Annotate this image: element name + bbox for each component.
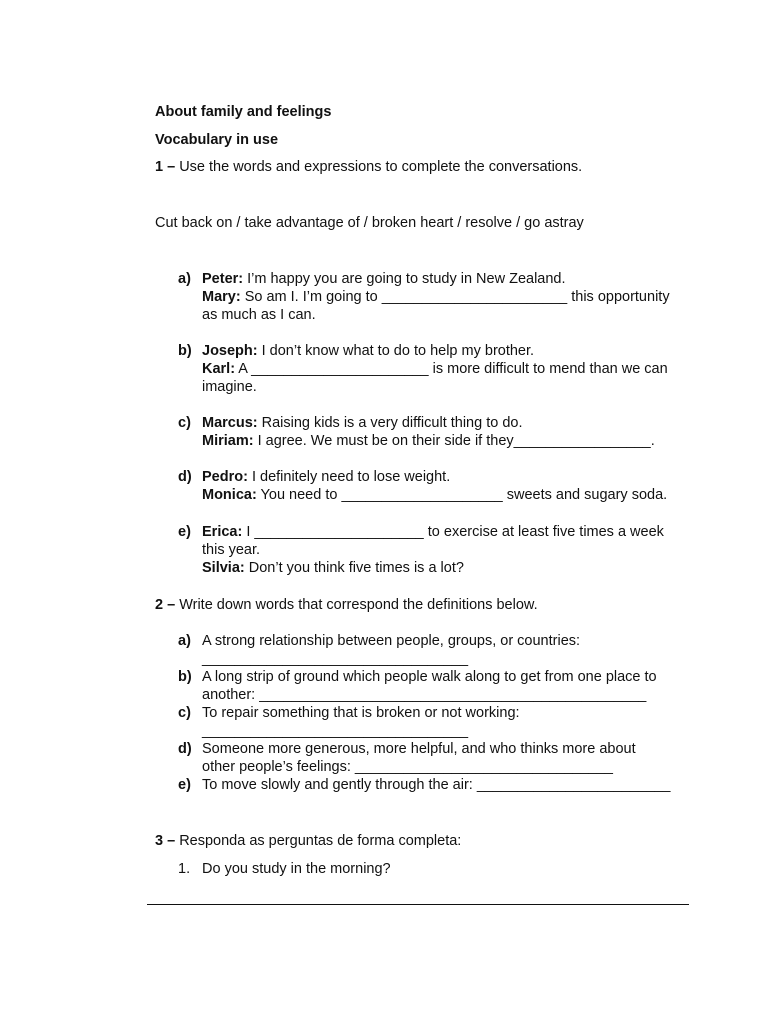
- section-1-number: 1 –: [155, 159, 176, 175]
- worksheet-title: About family and feelings: [155, 104, 332, 120]
- item-marker: c): [178, 415, 191, 431]
- speaker-name: Mary:: [202, 289, 241, 305]
- definition: [202, 704, 708, 740]
- speaker-text: as much as I can.: [202, 307, 316, 323]
- section-2-instruction-text: Write down words that correspond the definitions below.: [175, 597, 538, 613]
- definition-line: To move slowly and gently through the air: ________________________: [202, 777, 671, 793]
- speaker-name: Karl:: [202, 361, 236, 377]
- speaker-text: this year.: [202, 542, 261, 558]
- definition: [202, 740, 708, 776]
- section-3-instruction-text: Responda as perguntas de forma completa:: [175, 833, 462, 849]
- item-marker: a): [178, 271, 191, 287]
- section-1-instruction: [155, 158, 582, 176]
- conversation-line: [202, 306, 708, 324]
- speaker-text: I agree. We must be on their side if they_________________.: [253, 433, 655, 449]
- speaker-text: I don’t know what to do to help my brother.: [257, 343, 535, 359]
- speaker-text: I definitely need to lose weight.: [247, 469, 451, 485]
- definition-line: A strong relationship between people, groups, or countries:: [202, 633, 581, 649]
- item-marker: d): [178, 469, 192, 485]
- definition-line: other people’s feelings: ________________________________: [202, 759, 613, 775]
- speaker-name: Miriam:: [202, 433, 254, 449]
- speaker-text: So am I. I’m going to _______________________ this opportunity: [240, 289, 670, 305]
- item-marker: c): [178, 705, 191, 721]
- question-text: Do you study in the morning?: [202, 861, 391, 877]
- item-marker: d): [178, 741, 192, 757]
- conversation-line: [202, 378, 708, 396]
- section-2-number: 2 –: [155, 597, 176, 613]
- speaker-name: Pedro:: [202, 469, 248, 485]
- item-marker: b): [178, 343, 192, 359]
- section-3-instruction: [155, 832, 461, 850]
- speaker-name: Marcus:: [202, 415, 258, 431]
- speaker-text: Don’t you think five times is a lot?: [244, 560, 464, 576]
- speaker-text: Raising kids is a very difficult thing to do.: [257, 415, 523, 431]
- worksheet-subtitle: Vocabulary in use: [155, 132, 279, 148]
- section-2-instruction: [155, 596, 538, 614]
- definition-line: Someone more generous, more helpful, and who thinks more about: [202, 741, 636, 757]
- conversation-line: [202, 541, 708, 559]
- speaker-name: Peter:: [202, 271, 244, 287]
- speaker-text: You need to ____________________ sweets and sugary soda.: [256, 487, 668, 503]
- conversation: [202, 414, 708, 450]
- item-marker: b): [178, 669, 192, 685]
- speaker-name: Monica:: [202, 487, 257, 503]
- answer-blank: _________________________________: [202, 651, 469, 667]
- speaker-name: Joseph:: [202, 343, 258, 359]
- definition-line: A long strip of ground which people walk along to get from one place to: [202, 669, 657, 685]
- definition-line: To repair something that is broken or not working:: [202, 705, 520, 721]
- conversation-line: [202, 270, 708, 288]
- definition: [202, 776, 708, 794]
- conversation-line: [202, 342, 708, 360]
- section-3-number: 3 –: [155, 833, 176, 849]
- conversation: [202, 342, 708, 396]
- conversation-line: [202, 468, 708, 486]
- conversation: [202, 468, 708, 504]
- speaker-text: imagine.: [202, 379, 257, 395]
- conversation-line: [202, 486, 708, 504]
- speaker-text: I’m happy you are going to study in New Zealand.: [243, 271, 566, 287]
- speaker-text: A ______________________ is more difficult to mend than we can: [235, 361, 668, 377]
- question: [202, 860, 708, 878]
- conversation-line: [202, 432, 708, 450]
- conversation-line: [202, 414, 708, 432]
- conversation: [202, 523, 708, 577]
- answer-blank: _________________________________: [202, 723, 469, 739]
- conversation-line: [202, 360, 708, 378]
- definition: [202, 668, 708, 704]
- word-bank: Cut back on / take advantage of / broken heart / resolve / go astray: [155, 215, 584, 231]
- speaker-text: I _____________________ to exercise at least five times a week: [242, 524, 664, 540]
- conversation-line: [202, 288, 708, 306]
- item-marker: e): [178, 524, 191, 540]
- item-marker: a): [178, 633, 191, 649]
- speaker-name: Erica:: [202, 524, 243, 540]
- item-marker: e): [178, 777, 191, 793]
- definition: [202, 632, 708, 668]
- item-marker: 1.: [178, 861, 191, 877]
- conversation-line: [202, 559, 708, 577]
- conversation: [202, 270, 708, 324]
- definition-line: another: ________________________________________________: [202, 687, 647, 703]
- section-1-instruction-text: Use the words and expressions to complete the conversations.: [175, 159, 583, 175]
- conversation-line: [202, 523, 708, 541]
- answer-line: [147, 904, 689, 905]
- speaker-name: Silvia:: [202, 560, 245, 576]
